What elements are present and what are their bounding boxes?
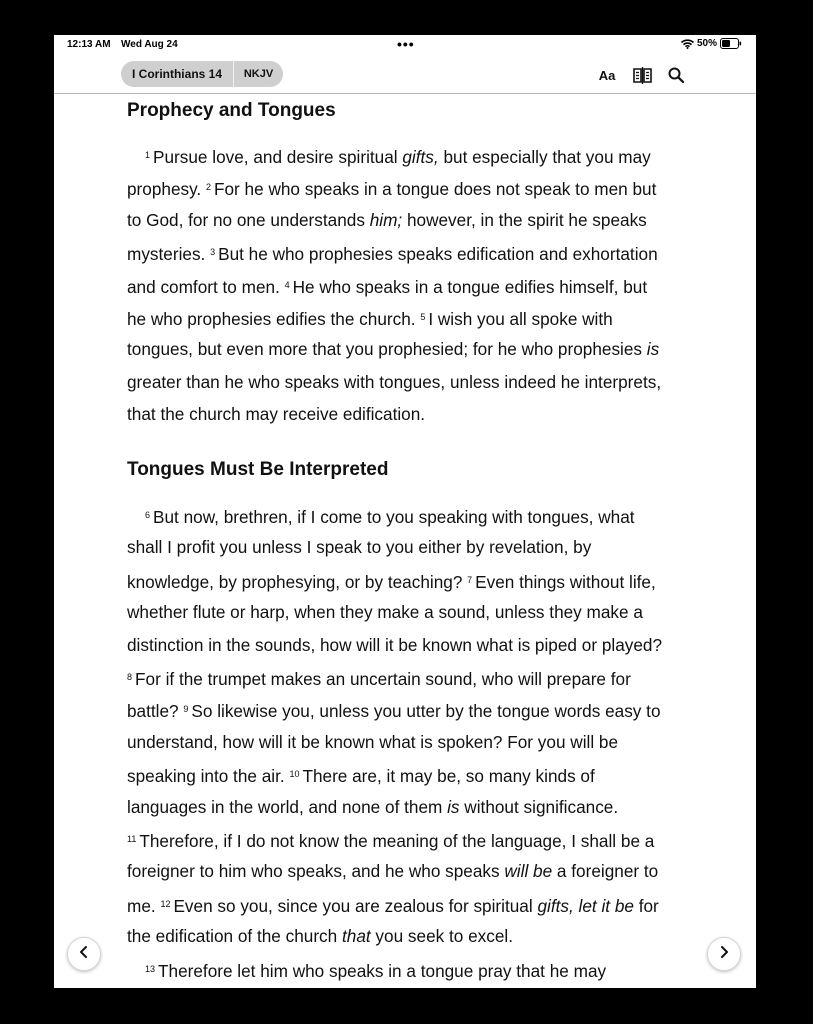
verse-number: 9 <box>183 704 189 715</box>
previous-chapter-button[interactable] <box>67 937 101 971</box>
verse-line[interactable]: knowledge, by prophesying, or by teaching? $^7$ Even things without life, <box>127 571 656 592</box>
verse-line[interactable]: foreigner to him who speaks, and he who speaks will be a foreigner to <box>127 861 659 882</box>
parallel-bible-icon[interactable] <box>632 65 652 85</box>
verse-number: 2 <box>205 182 211 193</box>
section-heading: Tongues Must Be Interpreted <box>127 459 389 480</box>
next-chapter-button[interactable] <box>707 937 741 971</box>
screen <box>54 35 756 988</box>
chevron-left-icon <box>78 945 90 964</box>
verse-line[interactable]: $^{11}$ Therefore, if I do not know the meaning of the language, I shall be a <box>127 831 655 851</box>
verse-line[interactable]: the edification of the church that you seek to excel. <box>127 926 514 947</box>
verse-line[interactable]: he who prophesies edifies the church. $^5$ I wish you all spoke with <box>127 309 613 329</box>
verse-number: 1 <box>145 150 151 160</box>
verse-line[interactable]: prophesy. $^2$ For he who speaks in a tongue does not speak to men but <box>127 179 657 200</box>
section-heading: Prophecy and Tongues <box>127 100 336 121</box>
verse-line[interactable]: to God, for no one understands him; however, in the spirit he speaks <box>127 209 647 230</box>
verse-line[interactable]: $^6$ But now, brethren, if I come to you speaking with tongues, what <box>145 507 635 527</box>
wifi-icon <box>681 39 694 49</box>
book-chapter-button[interactable]: I Corinthians 14 <box>121 61 234 87</box>
battery-icon <box>720 38 742 49</box>
italic-word: is <box>646 339 660 360</box>
verse-line[interactable]: tongues, but even more that you prophesied; for he who prophesies is <box>127 339 660 360</box>
chevron-right-icon <box>718 945 730 964</box>
verse-line[interactable]: $^1$ Pursue love, and desire spiritual gifts, but especially that you may <box>145 147 651 167</box>
verse-line[interactable]: and comfort to men. $^4$ He who speaks in a tongue edifies himself, but <box>127 276 648 297</box>
version-button[interactable]: NKJV <box>243 68 274 80</box>
verse-number: 12 <box>160 898 171 909</box>
italic-word: is <box>447 796 460 817</box>
battery-percent: 50% <box>696 38 717 49</box>
verse-number: 4 <box>284 279 290 290</box>
verse-line[interactable]: languages in the world, and none of them is without significance. <box>127 796 619 817</box>
italic-word: will be <box>504 861 553 882</box>
multitasking-dots[interactable]: ••• <box>397 36 415 52</box>
verse-line[interactable]: shall I profit you unless I speak to you either by revelation, by <box>127 537 592 558</box>
verse-number: 13 <box>145 963 156 974</box>
verse-number: 11 <box>127 834 137 844</box>
verse-line[interactable]: speaking into the air. $^{10}$ There are, it may be, so many kinds of <box>127 766 595 787</box>
status-indicators <box>681 38 742 49</box>
passage-reference-pill <box>121 61 283 87</box>
italic-word: him; <box>369 209 403 230</box>
verse-line[interactable]: that the church may receive edification. <box>127 404 426 425</box>
verse-number: 3 <box>210 247 216 258</box>
verse-line[interactable]: greater than he who speaks with tongues, unless indeed he interprets, <box>127 371 662 392</box>
status-time: 12:13 AM <box>67 39 111 50</box>
verse-line[interactable]: me. $^{12}$ Even so you, since you are zealous for spiritual gifts, let it be for <box>127 895 659 916</box>
search-icon[interactable] <box>667 65 685 85</box>
verse-line[interactable]: $^{13}$ Therefore let him who speaks in a tongue pray that he may <box>145 960 607 981</box>
font-settings-icon[interactable]: Aa <box>598 67 616 83</box>
status-date: Wed Aug 24 <box>121 39 178 50</box>
reader-toolbar <box>54 57 756 94</box>
italic-word: gifts, let it be <box>537 895 634 916</box>
verse-number: 7 <box>467 574 473 585</box>
verse-line[interactable]: battle? $^9$ So likewise you, unless you utter by the tongue words easy to <box>127 701 661 722</box>
verse-number: 6 <box>145 510 151 520</box>
italic-word: gifts, <box>402 147 439 167</box>
verse-number: 10 <box>289 769 300 780</box>
verse-line[interactable]: mysteries. $^3$ But he who prophesies speaks edification and exhortation <box>127 244 658 265</box>
verse-line[interactable]: understand, how will it be known what is spoken? For you will be <box>127 731 619 752</box>
verse-number: 5 <box>420 312 426 322</box>
verse-line[interactable]: $^8$ For if the trumpet makes an uncertain sound, who will prepare for <box>127 669 631 689</box>
italic-word: that <box>341 926 371 947</box>
verse-line[interactable]: whether flute or harp, when they make a sound, unless they make a <box>127 602 643 623</box>
verse-number: 8 <box>127 672 133 682</box>
verse-line[interactable]: distinction in the sounds, how will it be known what is piped or played? <box>127 634 663 655</box>
status-bar <box>54 35 756 55</box>
